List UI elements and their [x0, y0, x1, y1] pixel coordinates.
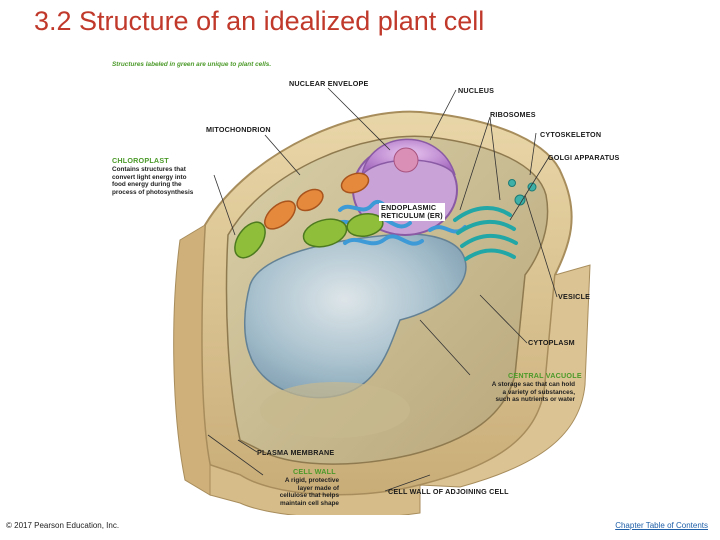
label-central-vacuole: CENTRAL VACUOLE	[508, 371, 582, 380]
vacuole-desc-line: such as nutrients or water	[495, 396, 575, 404]
cell-wall-desc-line: A rigid, protective	[284, 477, 339, 484]
chloroplast-desc-line: convert light energy into	[112, 173, 187, 181]
cell-wall-description	[280, 477, 339, 507]
chapter-toc-link[interactable]: Chapter Table of Contents	[615, 521, 708, 530]
label-golgi-apparatus: GOLGI APPARATUS	[548, 153, 620, 162]
cell-wall-desc-line: maintain cell shape	[280, 499, 339, 507]
chloroplast-desc-line: process of photosynthesis	[112, 188, 194, 196]
label-er-line-2: RETICULUM (ER)	[381, 211, 443, 220]
copyright-text: © 2017 Pearson Education, Inc.	[6, 521, 120, 530]
label-plasma-membrane: PLASMA MEMBRANE	[257, 448, 335, 457]
chloroplast-desc-line: food energy during the	[112, 181, 182, 189]
plant-cell-illustration	[100, 55, 640, 515]
chloroplast-description	[112, 166, 193, 196]
label-chloroplast: CHLOROPLAST	[112, 156, 169, 165]
label-er-line-1: ENDOPLASMIC	[381, 203, 437, 212]
label-nuclear-envelope: NUCLEAR ENVELOPE	[289, 79, 369, 88]
label-mitochondrion: MITOCHONDRION	[206, 125, 271, 134]
cell-wall-desc-line: cellulose that helps	[279, 492, 339, 500]
label-nucleus: NUCLEUS	[458, 86, 495, 95]
slide-title: 3.2 Structure of an idealized plant cell	[34, 6, 485, 36]
central-vacuole-description	[492, 381, 575, 404]
er-label-box	[379, 203, 445, 221]
cell-wall-desc-line: layer made of	[297, 484, 339, 492]
label-cell-wall-adjoining: CELL WALL OF ADJOINING CELL	[388, 487, 509, 496]
chloroplast-desc-line: Contains structures that	[112, 166, 186, 173]
vacuole-desc-line: A storage sac that can hold	[491, 381, 575, 388]
label-cell-wall: CELL WALL	[293, 467, 336, 476]
label-cytoplasm: CYTOPLASM	[528, 338, 575, 347]
label-cytoskeleton: CYTOSKELETON	[540, 130, 602, 139]
plant-structures-note: Structures labeled in green are unique to plant cells.	[112, 61, 272, 68]
label-ribosomes: RIBOSOMES	[490, 110, 536, 119]
label-vesicle: VESICLE	[558, 292, 591, 301]
vacuole-desc-line: a variety of substances,	[502, 388, 575, 396]
nucleolus-shape	[394, 148, 418, 172]
